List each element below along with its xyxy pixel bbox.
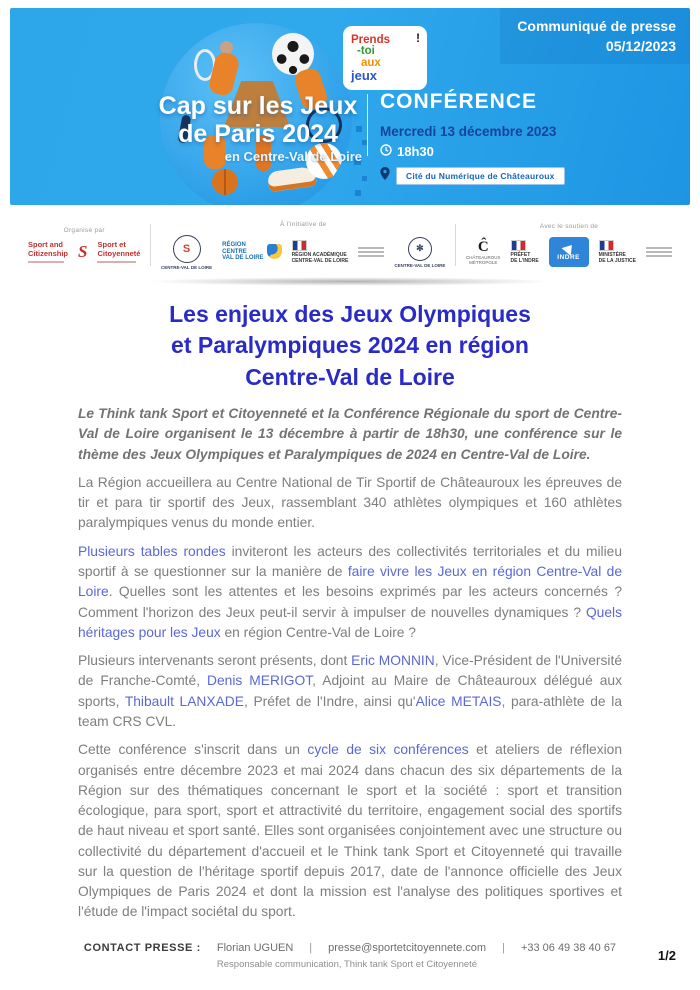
text-segment: La Région accueillera au Centre National de Tir Sportif de Châteauroux les épreuves de tir et para tir sportif des Jeux, rassemblant 340 athlètes olympiques et 160 athlètes paralympiques venus du monde entier. <box>78 474 622 531</box>
text-segment: Plusieurs intervenants seront présents, dont <box>78 653 352 669</box>
logo-text: RÉGION <box>222 241 246 248</box>
separator: | <box>502 942 505 954</box>
campaign-logo-line: Prends <box>351 33 390 46</box>
logo-text: MÉTROPOLE <box>469 259 498 265</box>
campaign-logo-exclamation: ! <box>416 33 420 45</box>
text-segment: et ateliers de réflexion organisés entre décembre 2023 et mai 2024 dans chacun des six départements de la Région sur des thématiques concernant le sport et la société : sport et transition écologique, para sport, sport et attractivité du territoire, engagement social des sportifs de haut niveau et sport santé. Elles sont organisées conjointement avec une structure ou collectivité du département d'accueil et le Think tank Sport et Citoyenneté qui travaille sur la question de l'héritage sportif depuis 2017, date de l'annonce officielle des Jeux Olympiques de Paris 2024 et dont la mission est l'analyse des politiques sportives et l'étude de l'impact sociétal du sport. <box>78 742 622 920</box>
initiative-label: À l'initiative de <box>279 220 327 228</box>
logo-text: RÉGION ACADÉMIQUE <box>291 252 347 258</box>
logo-text: PRÉFET <box>510 252 531 258</box>
basketball-icon <box>212 169 238 195</box>
logo-text: CENTRE-VAL DE LOIRE <box>291 258 349 264</box>
link-faire-vivre-les-jeux[interactable]: faire vivre les Jeux en région Centre-Val de Loire <box>78 563 622 600</box>
banner-title-line2: de Paris 2024 <box>178 120 338 148</box>
link-denis-merigot[interactable]: Denis MERIGOT <box>207 673 313 689</box>
logo-text: VAL DE LOIRE <box>222 255 264 262</box>
campaign-logo-line: aux <box>361 56 381 69</box>
link-cycle-de-six-conferences[interactable]: cycle de six conférences <box>307 742 469 758</box>
campaign-logo-line: jeux <box>351 68 378 84</box>
event-time-row <box>380 144 565 159</box>
partner-text-logo <box>358 245 384 259</box>
indre-departement-logo <box>549 237 589 267</box>
event-banner <box>10 8 690 205</box>
contact-name: Florian UGUEN <box>216 942 294 954</box>
contact-role: Responsable communication, Think tank Sport et Citoyenneté <box>216 959 478 970</box>
paragraph-lead <box>78 404 622 465</box>
chateauroux-mark-icon: Ĉ <box>477 238 489 255</box>
contact-email[interactable]: presse@sportetcitoyennete.com <box>328 942 487 954</box>
strip-divider <box>150 224 151 266</box>
text-segment: , Préfet de l'Indre, ainsi qu' <box>243 693 416 709</box>
seal-icon: S <box>173 235 201 263</box>
heart-icon <box>267 244 282 259</box>
logo-text: Sport et <box>97 240 126 250</box>
link-thibault-lanxade[interactable]: Thibault LANXADE <box>124 693 244 709</box>
link-tables-rondes[interactable]: Plusieurs tables rondes <box>78 543 226 559</box>
logo-text: Citizenship <box>28 249 69 258</box>
cros-seal-logo <box>394 237 445 268</box>
separator: | <box>309 942 313 954</box>
contact-phone: +33 06 49 38 40 67 <box>520 942 617 954</box>
title-line1: Les enjeux des Jeux Olympiques <box>169 301 531 327</box>
text-segment: . Quelles sont les attentes et les besoins exprimés par les acteurs concernés ? Comment l'horizon des Jeux peut-il servir à impulser de nouvelles dynamiques ? <box>78 584 622 620</box>
text-segment: Cette conférence s'inscrit dans un <box>78 742 308 758</box>
organized-by-label: Organisé par <box>63 227 105 235</box>
ministere-justice-logo <box>599 240 636 264</box>
text-segment: , Adjoint au Maire de Châteauroux délégué aux sports, <box>78 673 622 709</box>
title-line3: Centre-Val de Loire <box>245 363 455 390</box>
paragraph-2 <box>78 473 622 534</box>
seal-icon: ✻ <box>408 237 432 261</box>
event-time: 18h30 <box>397 144 434 159</box>
document-title <box>0 299 700 393</box>
french-flag-icon <box>292 240 307 251</box>
contact-label: CONTACT PRESSE : <box>83 942 201 954</box>
clock-icon <box>380 144 392 159</box>
sport-et-citoyennete-logo <box>97 241 140 262</box>
link-quels-heritages[interactable]: Quels héritages pour les Jeux <box>78 604 622 640</box>
text-segment: inviteront les acteurs des collectivités territoriales et du milieu sportif à se questionner sur la manière de <box>78 543 622 579</box>
press-release-label: Communiqué de presse <box>517 18 676 34</box>
partners-support <box>466 223 672 267</box>
support-label: Avec le soutien de <box>539 223 599 230</box>
logo-text: MINISTÈRE <box>598 252 626 258</box>
paragraph-5 <box>78 740 622 923</box>
event-location: Cité du Numérique de Châteauroux <box>396 167 565 185</box>
region-centre-val-de-loire-logo <box>222 242 281 263</box>
page-number: 1/2 <box>657 948 676 963</box>
banner-divider <box>367 94 368 156</box>
banner-title <box>152 92 364 165</box>
pixel-decoration <box>362 176 367 181</box>
press-release-date: 05/12/2023 <box>605 37 676 54</box>
logo-text: Citoyenneté <box>97 249 141 258</box>
sport-citoyennete-mark-icon: S <box>78 242 88 261</box>
text-segment: , para-athlète de la team CRS CVL. <box>78 693 622 729</box>
contact-details <box>217 942 616 970</box>
logo-text: DE LA JUSTICE <box>598 258 636 264</box>
logo-text: CHÂTEAUROUX <box>466 254 501 260</box>
strip-divider <box>455 224 456 266</box>
text-segment: Le Think tank Sport et Citoyenneté et la Conférence Régionale du sport de Centre-Val de Loire organisent le 13 décembre à partir de 18h30, une conférence sur le thème des Jeux Olympiques et Paralympiques de 2024 en Centre-Val de Loire. <box>78 406 622 462</box>
body-text <box>78 404 622 931</box>
link-alice-metais[interactable]: Alice METAIS <box>415 693 502 709</box>
banner-subtitle: en Centre-Val de Loire <box>224 149 362 164</box>
partners-organized-by <box>28 227 140 262</box>
conference-regionale-seal-logo <box>161 235 212 270</box>
text-segment: en région Centre-Val de Loire ? <box>220 624 416 640</box>
text-segment: , Vice-Président de l'Université de Franche-Comté, <box>78 653 622 689</box>
campaign-logo-line: -toi <box>357 45 375 58</box>
partners-initiative <box>161 221 445 270</box>
sport-and-citizenship-logo <box>28 241 68 262</box>
campaign-logo <box>343 26 427 90</box>
paragraph-4 <box>78 651 622 732</box>
location-pin-icon <box>380 167 390 185</box>
event-date: Mercredi 13 décembre 2023 <box>380 124 557 139</box>
logo-text: DE L'INDRE <box>510 258 539 264</box>
region-academique-logo <box>292 240 349 264</box>
press-release-badge <box>500 8 690 64</box>
contact-footer <box>0 942 700 970</box>
title-line2: et Paralympiques 2024 en région <box>171 332 529 359</box>
logo-text: Sport and <box>28 240 63 250</box>
french-flag-icon <box>599 240 614 251</box>
french-flag-icon <box>511 240 526 251</box>
seal-caption: CENTRE-VAL DE LOIRE <box>161 264 213 270</box>
prefet-indre-logo <box>511 240 539 264</box>
partner-text-logo <box>646 245 672 259</box>
logo-text: INDRE <box>557 253 581 261</box>
logo-text: CENTRE <box>222 248 247 255</box>
partners-strip <box>10 214 690 276</box>
seal-caption: CENTRE-VAL DE LOIRE <box>394 262 446 268</box>
event-details <box>380 90 565 185</box>
banner-title-line1: Cap sur les Jeux <box>158 92 358 120</box>
strip-shadow <box>140 277 560 286</box>
paragraph-3 <box>78 542 622 643</box>
event-type: CONFÉRENCE <box>380 90 538 113</box>
event-location-row <box>380 167 565 185</box>
chateauroux-metropole-logo <box>466 240 501 265</box>
pixel-decoration <box>355 190 361 196</box>
link-eric-monnin[interactable]: Eric MONNIN <box>351 653 435 669</box>
